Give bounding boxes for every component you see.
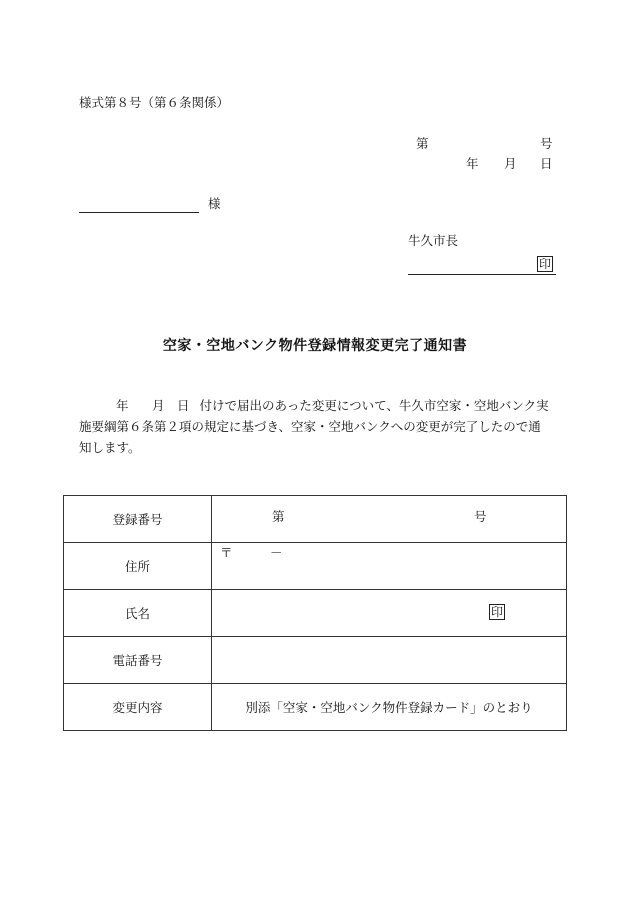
recipient-name-line xyxy=(79,212,199,213)
changes-value: 別添「空家・空地バンク物件登録カード」のとおり xyxy=(212,684,567,731)
seal-mark: 印 xyxy=(539,257,552,271)
table-row xyxy=(64,637,567,684)
row-label-phone: 電話番号 xyxy=(64,637,212,684)
name-seal xyxy=(489,604,505,620)
registration-table xyxy=(63,495,567,731)
registration-number-dai: 第 xyxy=(272,509,285,524)
body-date-month: 月 xyxy=(152,398,165,413)
registration-number-go: 号 xyxy=(474,509,487,524)
body-date-day: 日 xyxy=(177,398,190,413)
doc-number-go: 号 xyxy=(540,136,553,151)
name-value xyxy=(212,590,567,637)
issuer-title: 牛久市長 xyxy=(408,233,459,248)
issuer-seal xyxy=(537,256,553,272)
table-row xyxy=(64,496,567,543)
address-value xyxy=(212,543,567,590)
row-label-registration-number: 登録番号 xyxy=(64,496,212,543)
row-label-changes: 変更内容 xyxy=(64,684,212,731)
doc-number-dai: 第 xyxy=(416,136,429,151)
recipient-suffix: 様 xyxy=(208,196,221,211)
row-label-name: 氏名 xyxy=(64,590,212,637)
body-text: 付けで届出のあった変更について、牛久市空家・空地バンク実施要綱第６条第２項の規定に基づき、空家・空地バンクへの変更が完了したので通知します。 xyxy=(79,398,549,455)
phone-value xyxy=(212,637,567,684)
table-row xyxy=(64,543,567,590)
document-title: 空家・空地バンク物件登録情報変更完了通知書 xyxy=(162,338,468,354)
postal-dash: － xyxy=(270,545,283,560)
date-day: 日 xyxy=(540,156,553,171)
date-month: 月 xyxy=(504,156,517,171)
table-row xyxy=(64,590,567,637)
body-paragraph xyxy=(79,395,553,458)
postal-mark: 〒 xyxy=(220,545,233,560)
body-date-year: 年 xyxy=(116,398,129,413)
issuer-signature-line xyxy=(408,274,556,275)
seal-mark: 印 xyxy=(491,605,504,619)
form-label: 様式第８号（第６条関係） xyxy=(79,95,230,110)
table-row xyxy=(64,684,567,731)
date-year: 年 xyxy=(466,156,479,171)
registration-number-value xyxy=(212,496,567,543)
row-label-address: 住所 xyxy=(64,543,212,590)
